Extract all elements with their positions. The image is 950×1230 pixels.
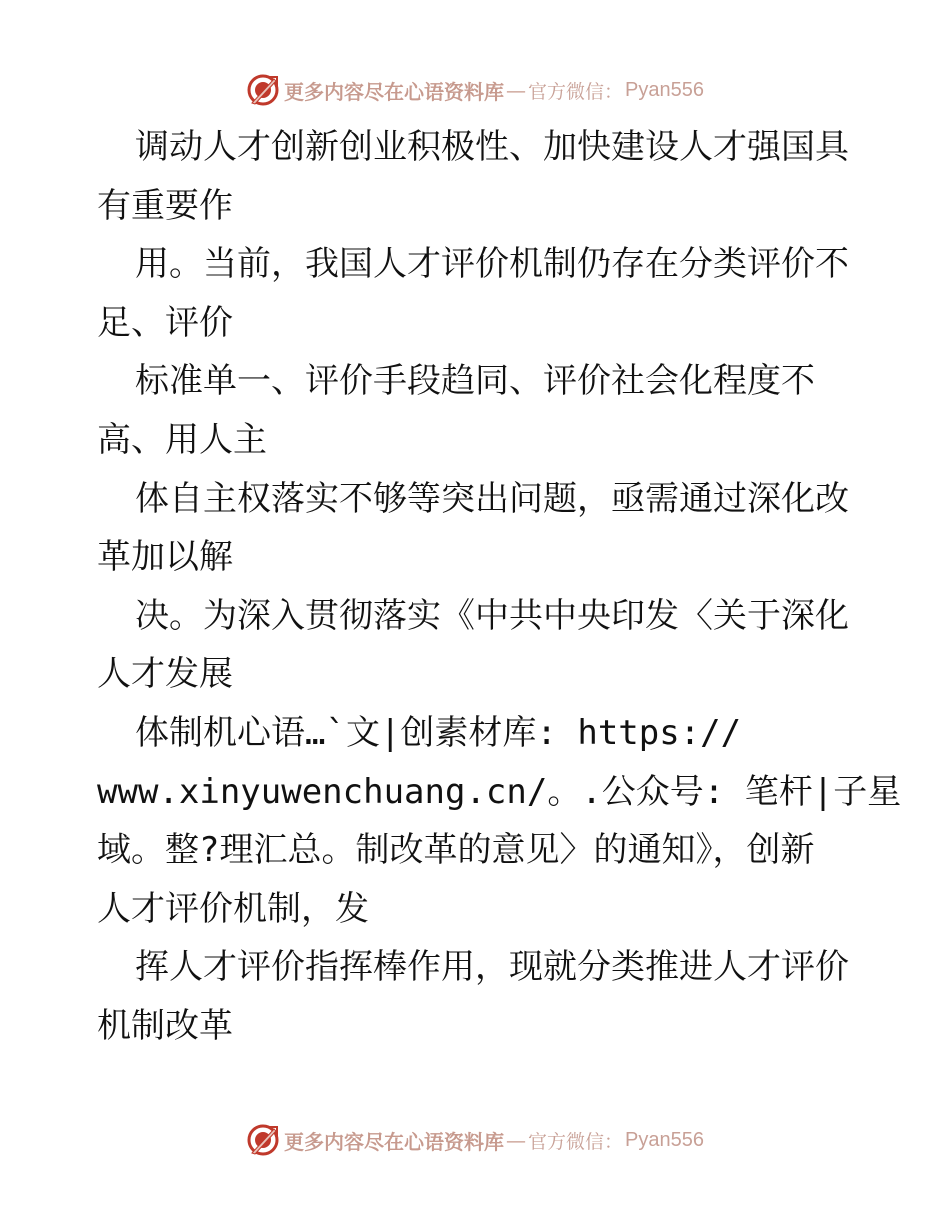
text-line: 体自主权落实不够等突出问题，亟需通过深化改: [135, 478, 849, 519]
banner-wechat-id: Pyan556: [625, 1128, 704, 1151]
text-line: 决。为深入贯彻落实《中共中央印发〈关于深化: [135, 595, 849, 636]
text-line: 高、用人主: [97, 419, 267, 460]
document-body: [97, 118, 902, 1056]
banner-wechat-id: Pyan556: [625, 78, 704, 101]
text-line: 域。整?理汇总。制改革的意见〉的通知》，创新: [97, 830, 815, 871]
text-line: 人才评价机制，发: [97, 888, 369, 929]
banner-title: 更多内容尽在心语资料库: [284, 79, 504, 104]
text-line: 体制机心语…`文|创素材库: https://: [135, 712, 742, 753]
text-line: www.xinyuwenchuang.cn/。.公众号: 笔杆|子星: [97, 771, 902, 812]
banner-title: 更多内容尽在心语资料库: [284, 1129, 504, 1154]
text-line: 足、评价: [97, 302, 233, 343]
text-line: 有重要作: [97, 185, 233, 226]
banner-wechat-label: 官方微信：: [528, 80, 624, 103]
text-line: 调动人才创新创业积极性、加快建设人才强国具: [135, 127, 849, 167]
banner-dash: —: [506, 78, 526, 102]
banner-wechat-label: 官方微信：: [528, 1130, 624, 1153]
footer-banner: [0, 1120, 950, 1160]
text-line: 人才发展: [97, 654, 233, 695]
text-line: 标准单一、评价手段趋同、评价社会化程度不: [135, 361, 815, 402]
header-banner: [0, 70, 950, 110]
quill-logo-icon: [246, 73, 280, 107]
text-line: 革加以解: [97, 537, 233, 578]
quill-logo-icon: [246, 1123, 280, 1157]
text-line: 机制改革: [97, 1005, 233, 1046]
text-line: 用。当前，我国人才评价机制仍存在分类评价不: [135, 244, 849, 285]
text-line: 挥人才评价指挥棒作用，现就分类推进人才评价: [135, 947, 849, 988]
banner-dash: —: [506, 1128, 526, 1152]
